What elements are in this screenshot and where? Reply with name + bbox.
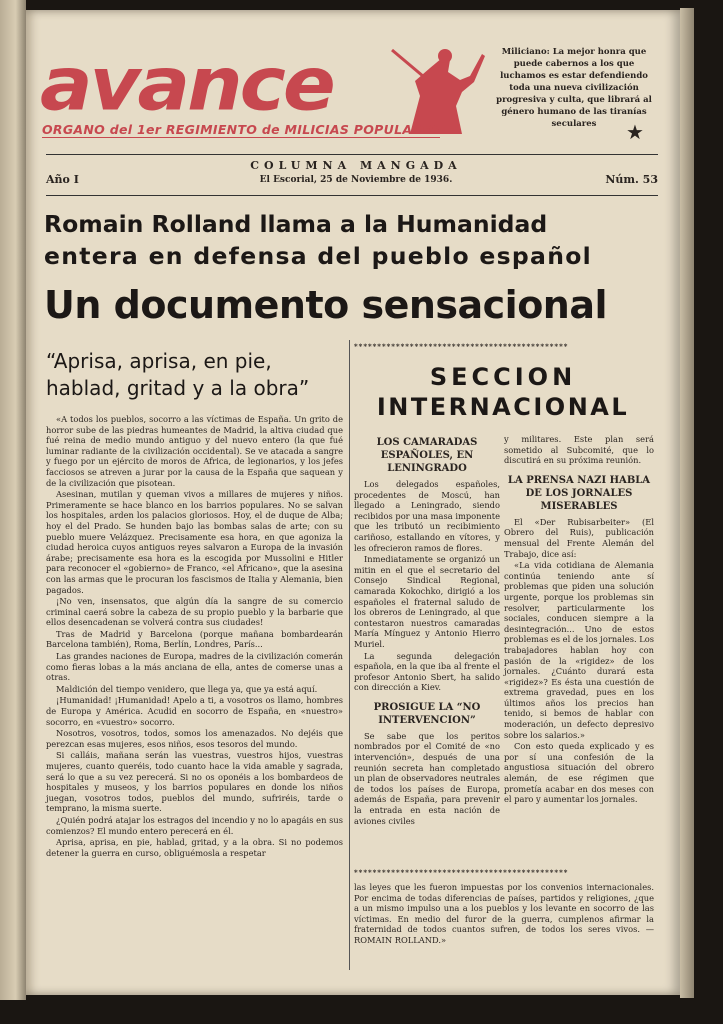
headline bbox=[44, 208, 658, 272]
rule bbox=[46, 195, 658, 196]
masthead bbox=[40, 40, 480, 144]
article-quote-title bbox=[46, 348, 343, 402]
article-heading: LOS CAMARADAS ESPAÑOLES, EN LENINGRADO bbox=[376, 437, 478, 474]
paragraph: ¡Humanidad! ¡Humanidad! Apelo a ti, a vosotros os llamo, hombres de Europa y América. Acudid en socorro de España, en «nuestro» socorro, en «vuestro» socorro. bbox=[46, 695, 343, 727]
article-heading: PROSIGUE LA “NO INTERVENCION” bbox=[373, 701, 481, 726]
article-body bbox=[504, 517, 654, 805]
quote-line: hablad, gritad y a la obra” bbox=[46, 376, 310, 400]
article-heading: LA PRENSA NAZI HABLA DE LOS JORNALES MISERABLES bbox=[507, 474, 651, 512]
issue-number: Núm. 53 bbox=[605, 173, 658, 186]
article-continuation bbox=[354, 882, 654, 947]
star-icon: ★ bbox=[626, 120, 644, 144]
issue-date: El Escorial, 25 de Noviembre de 1936. bbox=[259, 175, 453, 185]
article-body bbox=[46, 414, 343, 858]
headline-line: entera en defensa del pueblo español bbox=[44, 242, 593, 270]
headline-line: Romain Rolland llama a la Humanidad bbox=[44, 210, 548, 238]
masthead-subtitle: ORGANO del 1er REGIMIENTO de MILICIAS POPULARES bbox=[42, 122, 441, 137]
logo-title: avance bbox=[40, 42, 333, 128]
paragraph: Si calláis, mañana serán las vuestras, vuestros hijos, vuestras mujeres, cuanto queréis, todo cuanto hace la vida amable y sagrada, será lo que a su vez perecerá. Si no os oponéis a los bombardeos de hospitales y museos, y los barrios populares en donde los niños juegan, vosotros todos, pueblos del mundo, sufriréis, tarde o temprano, la misma suerte. bbox=[46, 750, 343, 814]
issue-year: Año I bbox=[46, 173, 79, 186]
paragraph: Aprisa, aprisa, en pie, hablad, gritad, y a la obra. Si no podemos detener la guerra en curso, obliguémosla a respetar bbox=[46, 837, 343, 858]
mid-article bbox=[354, 434, 500, 827]
stars-divider: ********************************************** bbox=[354, 868, 569, 877]
paragraph: Inmediatamente se organizó un mitin en el que el secretario del Consejo Sindical Regional, camarada Kokochko, dirigió a los españoles el fraternal saludo de los obreros de Leningrado, al que contestaron nuestros camaradas María Mínguez y Antonio Hierro Muriel. bbox=[354, 554, 500, 649]
paragraph: y militares. Este plan será sometido al Subcomité, que lo discutirá en su próxima reunión. bbox=[504, 434, 654, 466]
column-name: COLUMNA MANGADA bbox=[250, 159, 462, 172]
paragraph: Las grandes naciones de Europa, madres de la civilización comerán como fieras lobas a la más anciana de ella, antes de comerse unas a otras. bbox=[46, 651, 343, 683]
article-body bbox=[354, 479, 500, 693]
section-title bbox=[354, 362, 652, 422]
previous-page-edge bbox=[0, 0, 26, 1000]
paragraph: «A todos los pueblos, socorro a las víctimas de España. Un grito de horror sube de las piedras humeantes de Madrid, la altiva ciudad que fué reina de medio mundo antiguo y del nuevo entero (la que fué luminar radiante de la civilización occidental). Se ve atacada a sangre y fuego por un ejército de moros de Africa, de legionarios, y los jefes facciosos se atreven a jurar por la causa de la España que saquean y de la civilización que pisotean. bbox=[46, 414, 343, 488]
paragraph: Maldición del tiempo venidero, que llega ya, que ya está aquí. bbox=[56, 683, 318, 694]
paragraph: Tras de Madrid y Barcelona (porque mañana bombardearán Barcelona también), Roma, Berlín, Londres, París... bbox=[46, 628, 343, 650]
paragraph: Se sabe que los peritos nombrados por el Comité de «no intervención», después de una reunión secreta han completado un plan de observadores neutrales de todos los países de Europa, además de España, para prevenir la entrada en esta nación de aviones civiles bbox=[354, 730, 500, 826]
rule bbox=[46, 154, 658, 155]
right-article bbox=[504, 434, 654, 806]
paragraph: «La vida cotidiana de Alemania continúa teniendo ante sí problemas que piden una solución urgente, porque los problemas sin resolver, particularmente los sociales, conducen siempre a la desintegración... Uno de estos problemas es el de los jornales. Los trabajadores hablan hoy con pasión de la «rigidez» de los jornales. ¿Cuánto durará esta «rigidez»? Es ésta una cuestión de extrema gravedad, pues en los últimos años los precios han tenido, si bemos de hablar con moderación, un defecto depresivo sobre los salarios.» bbox=[504, 560, 654, 740]
paragraph: Los delegados españoles, procedentes de Moscú, han llegado a Leningrado, siendo recibidos por una masa imponente que les tributó un recibimiento cariñoso, estallando en vítores, y les ofrecieron ramos de flores. bbox=[354, 479, 500, 553]
paragraph: ¿Quién podrá atajar los estragos del incendio y no lo apagáis en sus comienzos? El mundo entero perecerá en él. bbox=[46, 814, 343, 836]
paragraph: Nosotros, vosotros, todos, somos los amenazados. No dejéis que perezcan esas mujeres, esos niños, esos tesoros del mundo. bbox=[46, 728, 343, 749]
newspaper-page bbox=[26, 10, 680, 995]
left-article bbox=[46, 348, 343, 859]
paragraph: La segunda delegación española, en la que iba al frente el profesor Antonio Sbert, ha salido con dirección a Kiev. bbox=[354, 650, 500, 693]
article-body bbox=[354, 731, 500, 826]
paragraph: las leyes que les fueron impuestas por los convenios internacionales. Por encima de todas diferencias de países, partidos y religiones, ¿que a un mismo impulso una a los pueblos y los levante en socorro de las víctimas. En medio del furor de la guerra, cumplenos afirmar la fraternidad de todos cuantos sufren, de todos los seres vivos. — ROMAIN ROLLAND.» bbox=[354, 882, 654, 945]
page-edge bbox=[680, 8, 694, 998]
paragraph: ¡No ven, insensatos, que algún día la sangre de su comercio criminal caerá sobre la cabeza de su propio pueblo y la barbarie que ellos desencadenan se volverá contra sus ciudades! bbox=[46, 596, 343, 628]
section-title-line: INTERNACIONAL bbox=[376, 393, 630, 421]
quote-line: “Aprisa, aprisa, en pie, bbox=[46, 349, 272, 373]
section-title-line: SECCION bbox=[429, 363, 577, 391]
paragraph: El «Der Rubisarbeiter» (El Obrero del Ruis), publicación mensual del Frente Alemán del Trabajo, dice así: bbox=[504, 516, 654, 559]
main-headline: Un documento sensacional bbox=[44, 283, 608, 327]
column-divider bbox=[349, 340, 350, 970]
paragraph: Asesinan, mutilan y queman vivos a millares de mujeres y niños. Primeramente se hace blanco en los barrios populares. No se salvan los hospitales, arden los palacios gloriosos. Hoy, el de duque de Alba; hoy el del Prado. Se hunden bajo las bombas salas de arte; con su pueblo muere Velázquez. Precisamente esa hora, en que agoniza la ciudad heroica cuyos antiguos reyes salvaron a Europa de la invasión árabe; precisamente esa hora es la escogida por Mussolini e Hitler para reconocer el «gobierno» de Franco, «el Africano», que la asesina con las armas que le procuran los fascismos de Italia y Alemania, bien pagados. bbox=[46, 489, 343, 595]
militiaman-icon bbox=[390, 46, 485, 134]
stars-divider: ********************************************** bbox=[354, 342, 569, 351]
article-body bbox=[504, 434, 654, 466]
motto: Miliciano: La mejor honra que puede cabernos a los que luchamos es estar defendiendo toda una nueva civilización progresiva y culta, que librará al género humano de las tiranías seculares bbox=[496, 47, 652, 129]
paragraph: Con esto queda explicado y es por sí una confesión de la angustiosa situación del obrero alemán, de ese régimen que prometía acabar en dos meses con el paro y aumentar los jornales. bbox=[504, 741, 654, 805]
issue-info bbox=[46, 157, 658, 193]
